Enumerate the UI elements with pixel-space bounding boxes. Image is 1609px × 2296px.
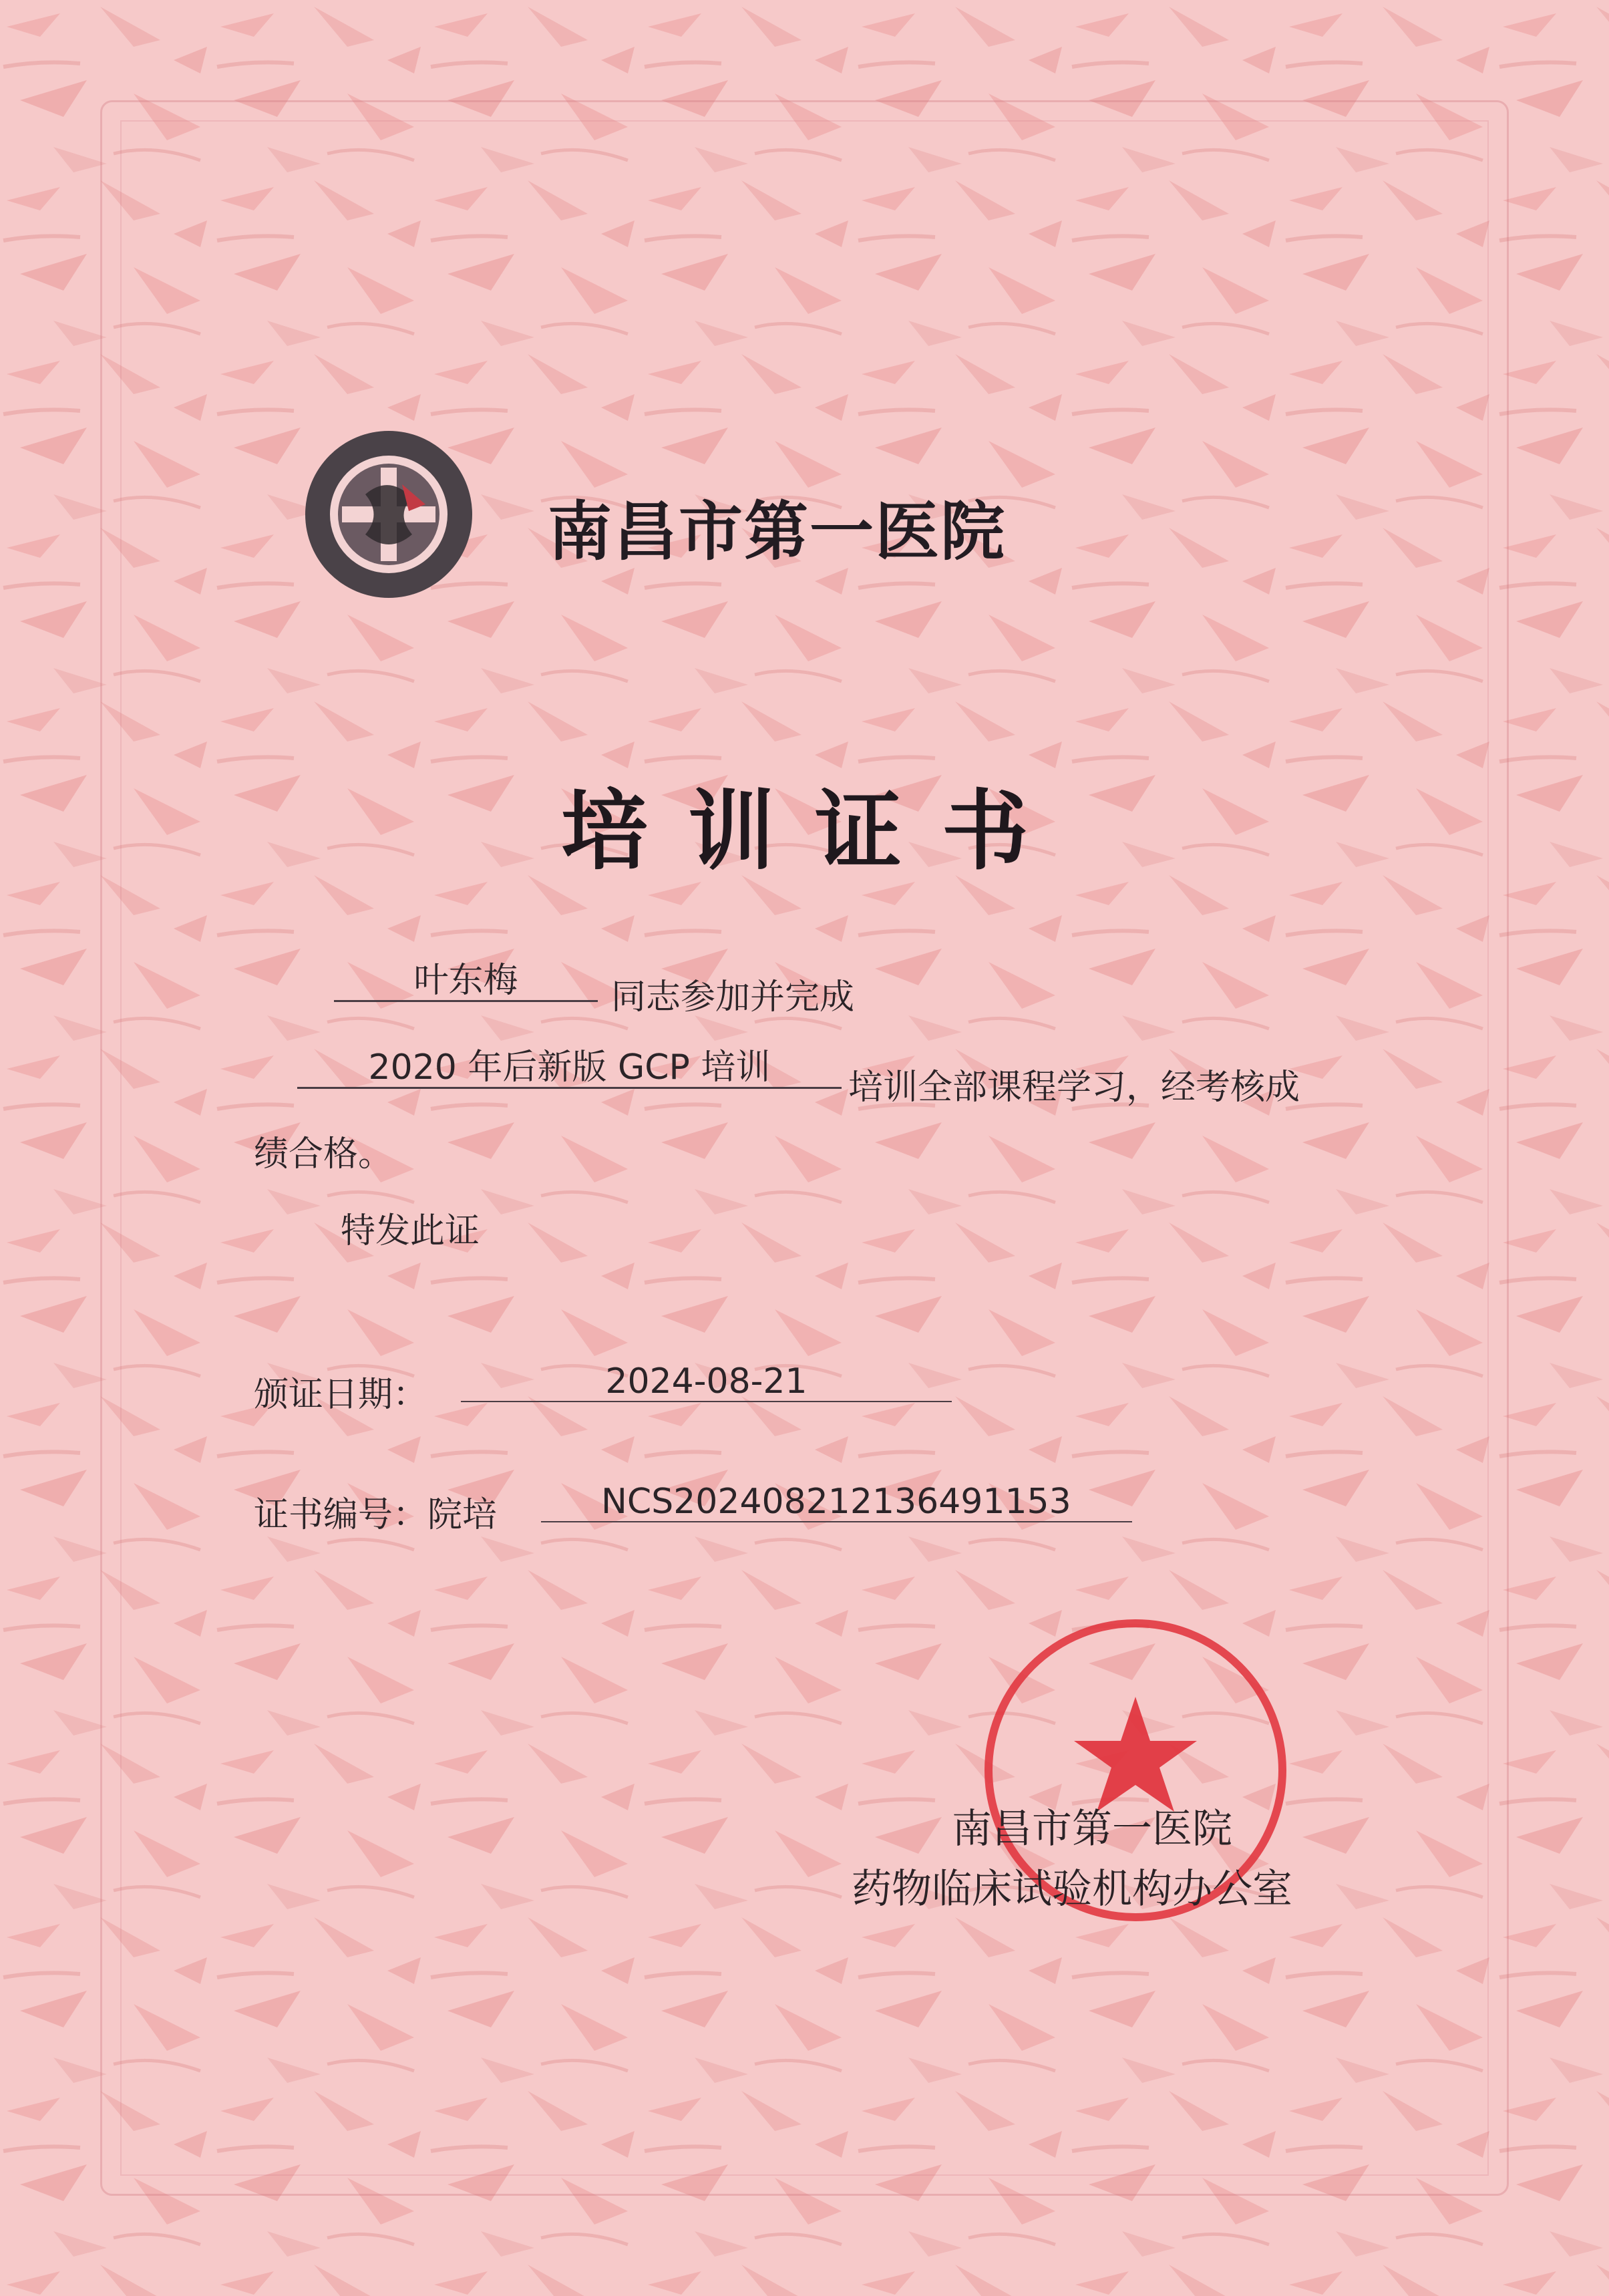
line2-suffix: 培训全部课程学习，经考核成	[848, 1068, 1300, 1108]
line3: 绩合格。	[254, 1134, 393, 1174]
cert-number-value: NCS20240821213649115​3	[541, 1483, 1132, 1522]
hospital-name: 南昌市第一医院	[548, 494, 1006, 569]
line4: 特发此证	[341, 1211, 480, 1251]
issuer-line2: 药物临床试验机构办公室	[852, 1866, 1292, 1913]
issuer-line1: 南昌市第一医院	[952, 1806, 1232, 1852]
certificate-title: 培训证书	[561, 780, 1069, 882]
cert-number-label: 证书编号：院培	[254, 1495, 498, 1535]
issue-date-label: 颁证日期：	[254, 1375, 428, 1415]
recipient-name: 叶东梅	[334, 962, 598, 1002]
hospital-logo	[302, 428, 476, 601]
line1-suffix: 同志参加并完成	[611, 977, 855, 1017]
issue-date-value: 2024-08-21	[461, 1363, 952, 1402]
course-name: 2020 年后新版 GCP 培训	[297, 1049, 842, 1089]
